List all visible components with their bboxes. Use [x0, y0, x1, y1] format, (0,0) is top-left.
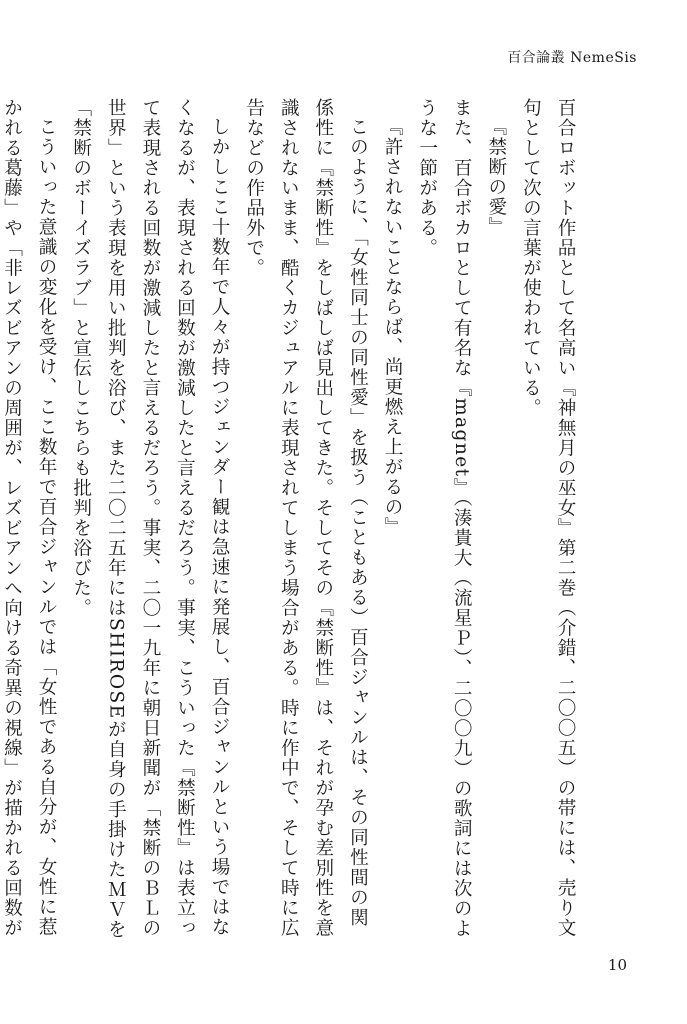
paragraph-1: 百合ロボット作品として名高い『神無月の巫女』第二巻（介錯、二〇〇五）の帯には、売り文句として次の言葉が使われている。: [520, 98, 576, 938]
body-text: [1, 98, 582, 943]
paragraph-2: また、百合ボカロとして有名な『magnet』（湊貴大（流星Ｐ）、二〇〇九）の歌詞には次のような一節がある。: [416, 98, 473, 939]
paragraph-3: このように、「女性同士の同性愛」を扱う（こともある）百合ジャンルは、その同性間の関係性に『禁断性』をしばしば見出してきた。そしてその『禁断性』は、それが孕む差別性を意識されないまま、酷くカジュアルに表現されてしまう場合がある。時に作中で、そして時に広告などの作品外で。: [243, 98, 369, 938]
paragraph-4: しかしここ十数年で人々が持つジェンダー観は急速に発展し、百合ジャンルという場ではなくなるが、表現される回数が激減したと言えるだろう。事実、こういった『禁断性』は表立って表現される回数が激減したと言えるだろう。事実、二〇一九年に朝日新聞が「禁断のＢＬの世界」という表現を用い批判を浴び、また二〇二五年にはSHIROSEが自身の手掛けたＭＶを「禁断のボーイズラブ」と宣伝しこちらも批判を浴びた。: [70, 98, 231, 940]
paragraph-quote-1: 『禁断の愛』: [485, 116, 507, 237]
paragraph-5: こういった意識の変化を受け、ここ数年で百合ジャンルでは「女性である自分が、女性に惹かれる葛藤」や「非レズビアンの周囲が、レズビアンへ向ける奇異の視線」が描かれる回数が: [1, 98, 58, 938]
running-header: 百合論叢 NemeSis: [507, 50, 637, 66]
paragraph-quote-2: 『許されないことならば、尚更燃え上がるの』: [382, 116, 404, 537]
vertical-text-block: [1, 98, 582, 943]
page-number: 10: [607, 956, 627, 974]
